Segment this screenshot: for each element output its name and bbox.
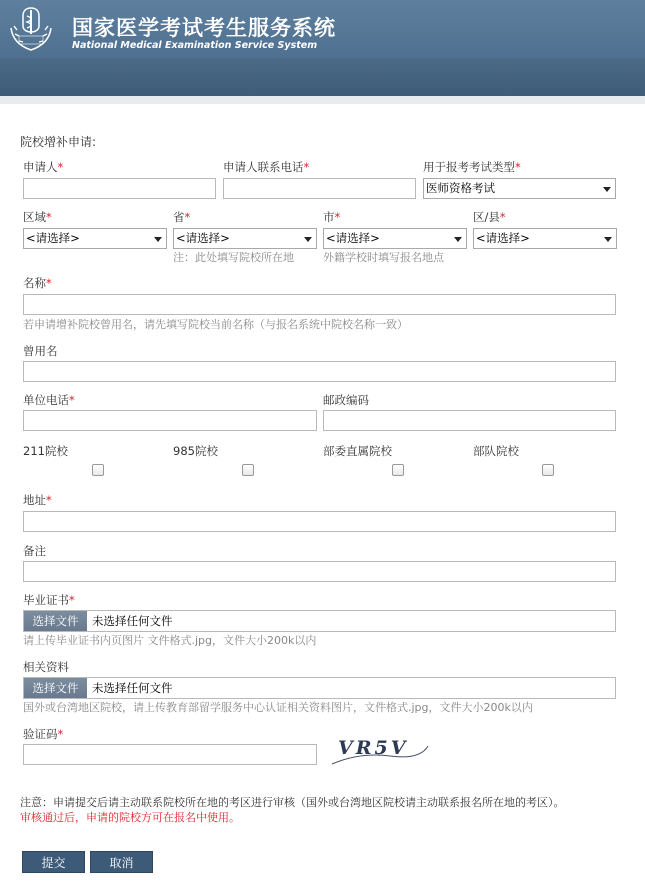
exam-type-label: 用于报考考试类型* xyxy=(423,160,521,174)
checkbox-military[interactable] xyxy=(542,464,554,476)
diploma-file-input[interactable] xyxy=(23,610,616,632)
section-title: 院校增补申请: xyxy=(20,135,97,149)
region-label: 区域* xyxy=(23,210,52,224)
diploma-file-status: 未选择任何文件 xyxy=(92,614,173,628)
system-subtitle: National Medical Examination Service System xyxy=(72,40,318,51)
chevron-down-icon xyxy=(154,237,162,242)
remarks-input[interactable] xyxy=(23,561,616,582)
city-label: 市* xyxy=(323,210,341,224)
system-title: 国家医学考试考生服务系统 xyxy=(72,16,336,40)
applicant-phone-input[interactable] xyxy=(223,178,416,199)
medical-emblem-logo-icon xyxy=(5,4,57,54)
materials-file-status: 未选择任何文件 xyxy=(92,681,173,695)
former-name-input[interactable] xyxy=(23,361,616,382)
applicant-phone-label: 申请人联系电话* xyxy=(223,160,310,174)
chevron-down-icon xyxy=(454,237,462,242)
district-label: 区/县* xyxy=(473,210,506,224)
captcha-input[interactable] xyxy=(23,744,317,765)
region-select[interactable]: <请选择> xyxy=(23,228,167,249)
review-note: 注意：申请提交后请主动联系院校所在地的考区进行审核（国外或台湾地区院校请主动联系报名所在地的考区）。 xyxy=(20,796,565,809)
materials-choose-file-button[interactable]: 选择文件 xyxy=(24,678,87,698)
checkbox-ministry-label: 部委直属院校 xyxy=(323,444,392,458)
address-label: 地址* xyxy=(23,493,52,507)
checkbox-ministry[interactable] xyxy=(392,464,404,476)
province-select[interactable]: <请选择> xyxy=(173,228,317,249)
province-hint: 注：此处填写院校所在地 xyxy=(173,251,294,264)
applicant-label: 申请人* xyxy=(23,160,64,174)
applicant-input[interactable] xyxy=(23,178,216,199)
chevron-down-icon xyxy=(604,237,612,242)
captcha-image[interactable] xyxy=(330,734,430,768)
city-select[interactable]: <请选择> xyxy=(323,228,467,249)
district-select[interactable]: <请选择> xyxy=(473,228,617,249)
chevron-down-icon xyxy=(304,237,312,242)
page-header xyxy=(0,0,645,96)
checkbox-985[interactable] xyxy=(242,464,254,476)
cancel-button[interactable]: 取消 xyxy=(90,851,153,873)
materials-label: 相关资料 xyxy=(23,660,69,674)
captcha-text: VR5V xyxy=(338,737,409,759)
name-label: 名称* xyxy=(23,276,52,290)
header-nav-band xyxy=(0,58,645,96)
name-input[interactable] xyxy=(23,294,616,315)
city-hint: 外籍学校时填写报名地点 xyxy=(323,251,444,264)
unit-phone-label: 单位电话* xyxy=(23,393,75,407)
former-name-label: 曾用名 xyxy=(23,344,58,358)
checkbox-985-label: 985院校 xyxy=(173,444,218,458)
province-label: 省* xyxy=(173,210,191,224)
remarks-label: 备注 xyxy=(23,544,46,558)
postcode-label: 邮政编码 xyxy=(323,393,369,407)
name-hint: 若申请增补院校曾用名，请先填写院校当前名称（与报名系统中院校名称一致） xyxy=(23,318,408,331)
exam-type-select[interactable]: 医师资格考试 xyxy=(423,178,616,199)
materials-hint: 国外或台湾地区院校，请上传教育部留学服务中心认证相关资料图片，文件格式.jpg，文件大小200k以内 xyxy=(23,701,533,714)
diploma-label: 毕业证书* xyxy=(23,593,75,607)
address-input[interactable] xyxy=(23,511,616,532)
materials-file-input[interactable] xyxy=(23,677,616,699)
diploma-choose-file-button[interactable]: 选择文件 xyxy=(24,611,87,631)
checkbox-211-label: 211院校 xyxy=(23,444,68,458)
header-divider xyxy=(0,96,645,104)
chevron-down-icon xyxy=(603,187,611,192)
checkbox-military-label: 部队院校 xyxy=(473,444,519,458)
diploma-hint: 请上传毕业证书内页图片 文件格式.jpg，文件大小200k以内 xyxy=(23,634,317,647)
captcha-label: 验证码* xyxy=(23,727,64,741)
approval-note: 审核通过后，申请的院校方可在报名中使用。 xyxy=(20,811,240,824)
unit-phone-input[interactable] xyxy=(23,410,317,431)
submit-button[interactable]: 提交 xyxy=(22,851,85,873)
postcode-input[interactable] xyxy=(323,410,616,431)
checkbox-211[interactable] xyxy=(92,464,104,476)
